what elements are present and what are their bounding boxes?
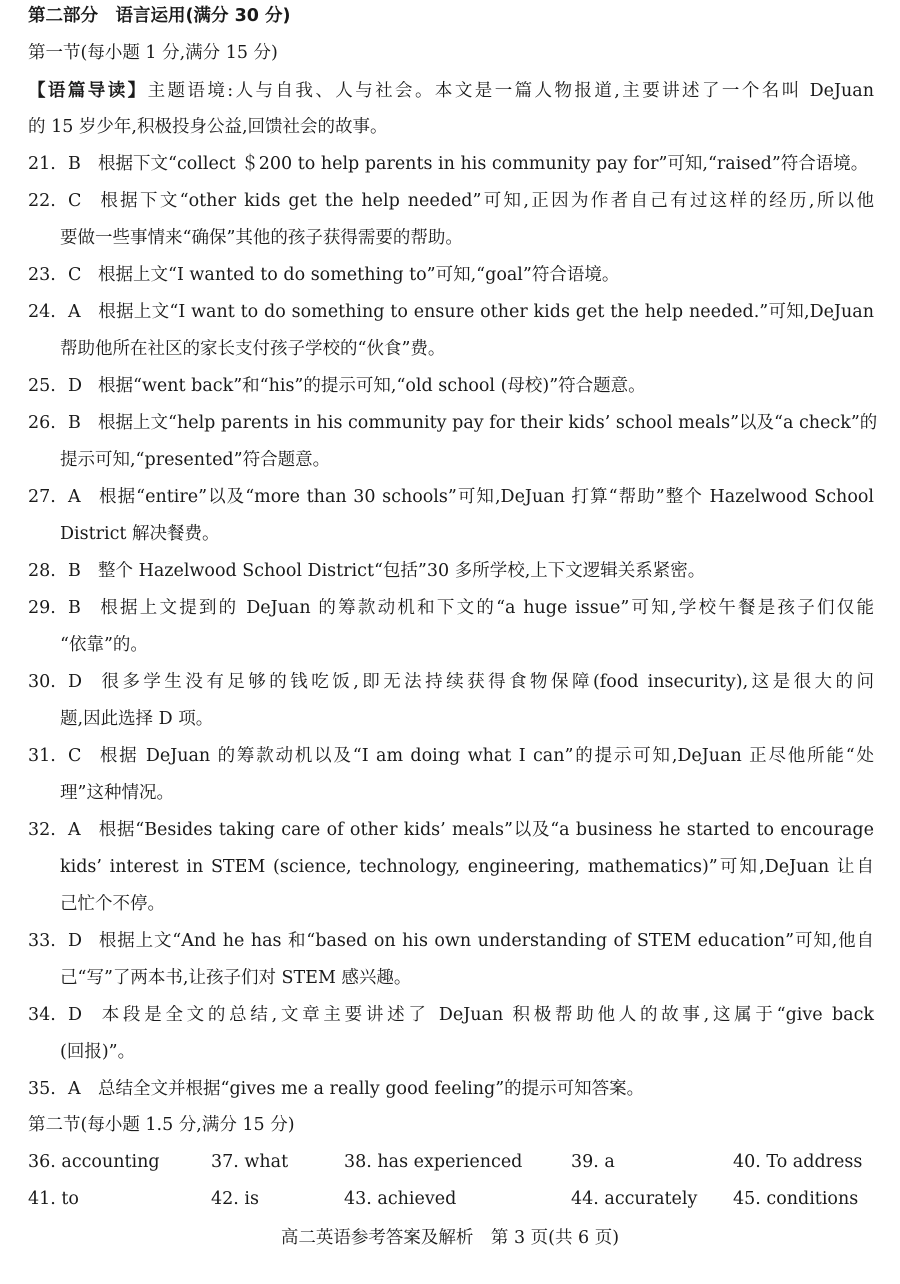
question-number: 33. [28,931,56,951]
explanation-text: 根据“went back”和“his”的提示可知,“old school (母校)”符合题意。 [98,376,646,396]
part2-answer: 42. is [211,1189,259,1209]
answer-item-continuation [60,1039,874,1065]
answer-item-continuation [60,336,874,362]
answer-item [28,743,874,769]
part2-answer: 39. a [571,1152,615,1172]
question-number: 32. [28,820,56,840]
explanation-text: kids’ interest in STEM (science, technology, engineering, mathematics)”可知,DeJuan 让自 [60,857,874,877]
explanation-text: 根据上文“I wanted to do something to”可知,“goal”符合语境。 [98,265,620,285]
question-number: 25. [28,376,56,396]
explanation-text: 己忙个不停。 [60,894,165,914]
part2-answer: 44. accurately [571,1189,698,1209]
part1-title: 第一节(每小题 1 分,满分 15 分) [28,43,278,63]
answer-item-continuation [60,225,874,251]
explanation-text: 根据上文“I want to do something to ensure other kids get the help needed.”可知,DeJuan [98,302,874,322]
question-number: 28. [28,561,56,581]
part2-answer: 41. to [28,1189,79,1209]
answer-letter: A [68,820,81,840]
answer-letter: C [68,191,82,211]
answer-letter: D [68,672,83,692]
answer-letter: D [68,1005,83,1025]
answer-item [28,1002,874,1028]
answer-letter: B [68,598,81,618]
explanation-text: 本段是全文的总结,文章主要讲述了 DeJuan 积极帮助他人的故事,这属于“give back [98,1005,874,1025]
explanation-text: 己“写”了两本书,让孩子们对 STEM 感兴趣。 [60,968,412,988]
answer-item [28,558,874,584]
answer-letter: A [68,487,81,507]
answer-letter: D [68,376,83,396]
explanation-text: 理”这种情况。 [60,783,174,803]
question-number: 34. [28,1005,56,1025]
explanation-text: 要做一些事情来“确保”其他的孩子获得需要的帮助。 [60,228,463,248]
explanation-text: 根据下文“other kids get the help needed”可知,正因为作者自己有过这样的经历,所以他 [98,191,874,211]
question-number: 35. [28,1079,56,1099]
answer-item [28,484,874,510]
question-number: 27. [28,487,56,507]
question-number: 22. [28,191,56,211]
answer-item [28,1076,874,1102]
answer-letter: B [68,413,81,433]
question-number: 31. [28,746,56,766]
intro-text-1: 主题语境:人与自我、人与社会。本文是一篇人物报道,主要讲述了一个名叫 DeJuan [147,81,874,101]
question-number: 23. [28,265,56,285]
answer-item [28,299,874,325]
section-title: 第二部分 语言运用(满分 30 分) [28,6,291,26]
explanation-text: 整个 Hazelwood School District“包括”30 多所学校,上下文逻辑关系紧密。 [98,561,706,581]
explanation-text: 总结全文并根据“gives me a really good feeling”的提示可知答案。 [98,1079,645,1099]
answer-item [28,817,874,843]
part2-answer: 45. conditions [733,1189,859,1209]
answer-letter: C [68,746,82,766]
answer-item-continuation [60,706,874,732]
explanation-text: District 解决餐费。 [60,524,220,544]
question-number: 30. [28,672,56,692]
explanation-text: 题,因此选择 D 项。 [60,709,214,729]
answer-item [28,669,874,695]
question-number: 29. [28,598,56,618]
intro-line-1 [28,78,874,104]
intro-label: 【语篇导读】 [28,81,148,101]
part2-answer: 43. achieved [344,1189,457,1209]
answer-letter: B [68,154,81,174]
answer-letter: B [68,561,81,581]
page-footer: 高二英语参考答案及解析 第 3 页(共 6 页) [280,1228,620,1248]
answer-item [28,595,874,621]
explanation-text: 根据上文提到的 DeJuan 的筹款动机和下文的“a huge issue”可知,学校午餐是孩子们仅能 [98,598,874,618]
explanation-text: 很多学生没有足够的钱吃饭,即无法持续获得食物保障(food insecurity),这是很大的问 [98,672,874,692]
explanation-text: 根据“Besides taking care of other kids’ meals”以及“a business he started to encourage [98,820,874,840]
explanation-text: 根据 DeJuan 的筹款动机以及“I am doing what I can”的提示可知,DeJuan 正尽他所能“处 [98,746,874,766]
part2-answer: 36. accounting [28,1152,160,1172]
part2-title: 第二节(每小题 1.5 分,满分 15 分) [28,1115,295,1135]
part2-answer: 40. To address [733,1152,863,1172]
part2-answer: 38. has experienced [344,1152,523,1172]
answer-item-continuation [60,632,874,658]
answer-item-continuation [60,780,874,806]
part2-answer: 37. what [211,1152,289,1172]
answer-item-continuation [60,965,874,991]
answer-item-continuation [60,447,874,473]
answer-letter: A [68,1079,81,1099]
answer-item-continuation [60,891,874,917]
answer-item [28,188,874,214]
explanation-text: 根据上文“help parents in his community pay for their kids’ school meals”以及“a check”的 [98,413,878,433]
answer-item [28,262,874,288]
answer-item-continuation [60,854,874,880]
explanation-text: 根据下文“collect ＄200 to help parents in his community pay for”可知,“raised”符合语境。 [98,154,869,174]
explanation-text: (回报)”。 [60,1042,136,1062]
question-number: 24. [28,302,56,322]
question-number: 26. [28,413,56,433]
explanation-text: 提示可知,“presented”符合题意。 [60,450,331,470]
intro-line-2: 的 15 岁少年,积极投身公益,回馈社会的故事。 [28,117,388,137]
explanation-text: “依靠”的。 [60,635,148,655]
answer-letter: D [68,931,83,951]
explanation-text: 根据上文“And he has 和“based on his own understanding of STEM education”可知,他自 [98,931,874,951]
answer-item [28,373,874,399]
answer-item [28,410,878,436]
question-number: 21. [28,154,56,174]
answer-letter: C [68,265,82,285]
answer-item [28,151,874,177]
explanation-text: 根据“entire”以及“more than 30 schools”可知,DeJuan 打算“帮助”整个 Hazelwood School [98,487,874,507]
answer-item [28,928,874,954]
answer-letter: A [68,302,81,322]
explanation-text: 帮助他所在社区的家长支付孩子学校的“伙食”费。 [60,339,446,359]
answer-item-continuation [60,521,874,547]
